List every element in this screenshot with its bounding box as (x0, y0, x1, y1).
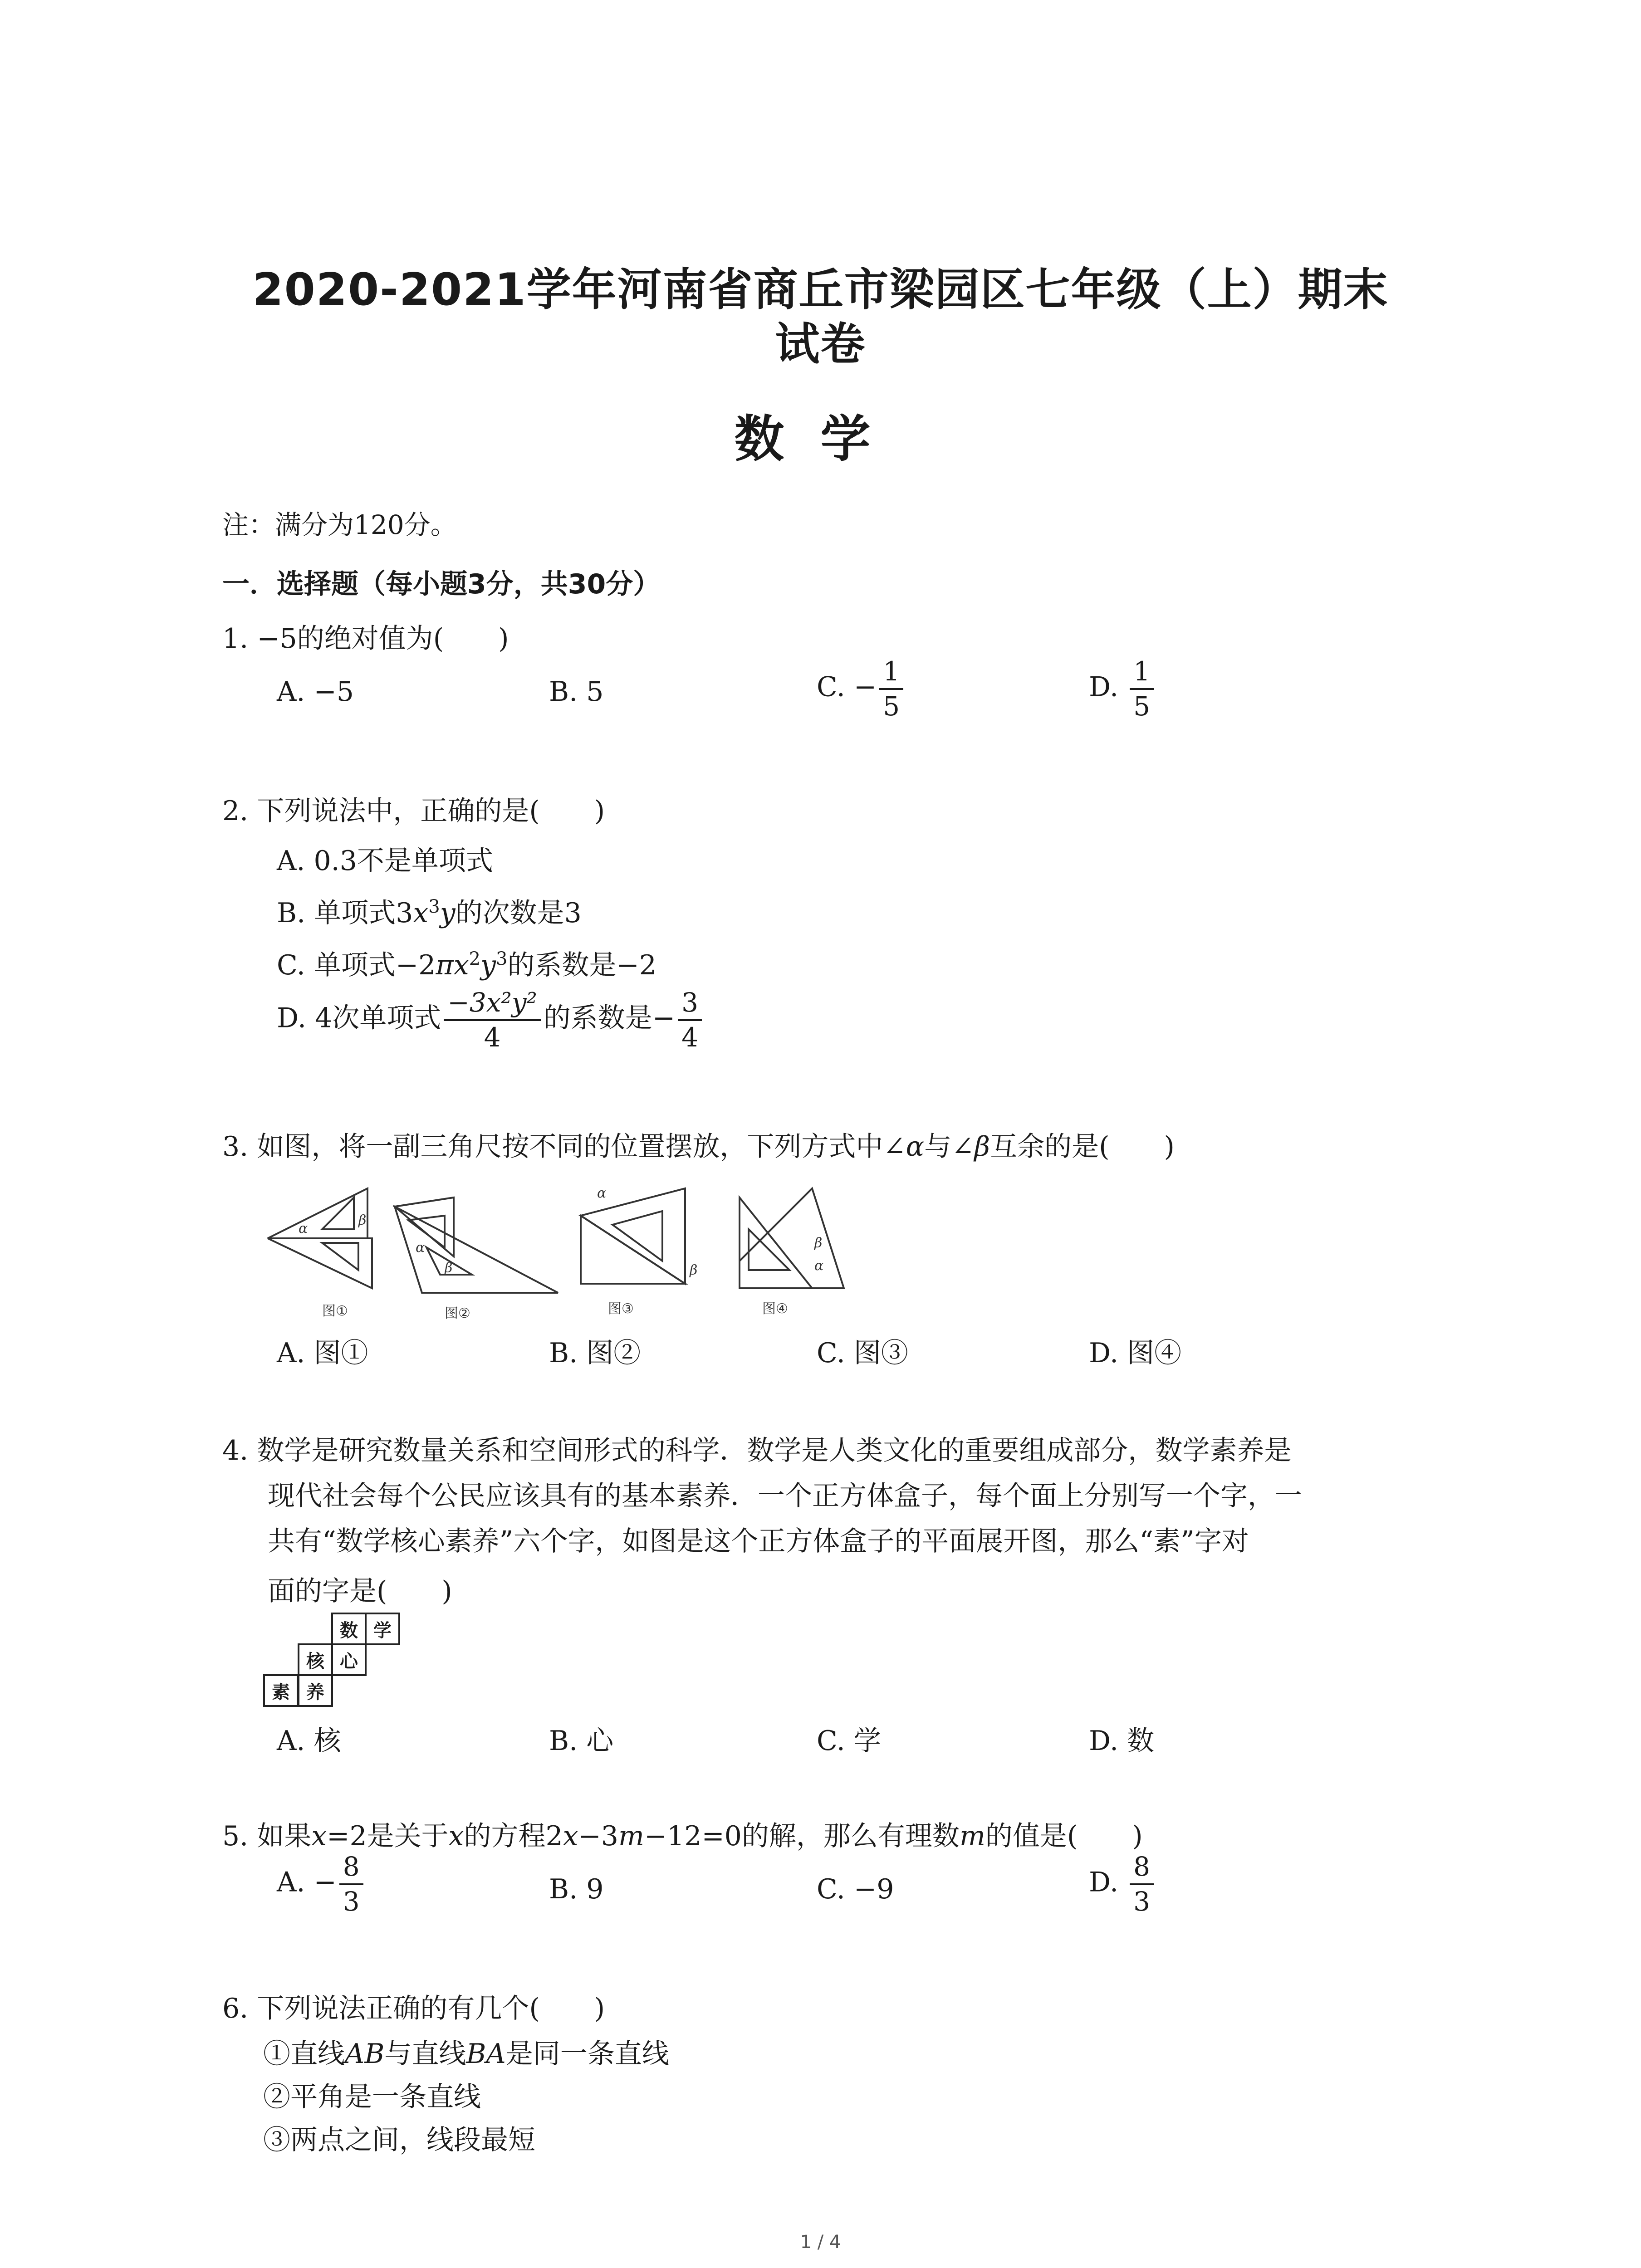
q1-option-d-fraction: $\frac{1}{5}$ (1130, 658, 1154, 720)
question-4-line-1: 4. 数学是研究数量关系和空间形式的科学．数学是人类文化的重要组成部分，数学素养是 (222, 1435, 1292, 1466)
q5-option-b: B. 9 (549, 1873, 604, 1905)
net-cell-6: 养 (298, 1674, 333, 1707)
q1-option-c (817, 658, 906, 720)
q5-option-d: D. $\frac{8}{3}$ (1089, 1853, 1156, 1916)
fig3-caption: 图③ (608, 1301, 634, 1317)
q3-option-d: D. 图④ (1089, 1337, 1182, 1369)
q3-option-a: A. 图① (277, 1337, 368, 1369)
q1-option-c-label: C. − (817, 671, 877, 703)
fig2-caption: 图② (445, 1305, 470, 1321)
q4-option-a: A. 核 (277, 1725, 341, 1757)
q6-statement-1: ①直线AB与直线BA是同一条直线 (263, 2038, 669, 2070)
q1-option-b: B. 5 (549, 676, 604, 708)
question-2-stem: 2. 下列说法中，正确的是( ) (222, 795, 605, 827)
cube-net (263, 1613, 408, 1717)
page-number: 1 / 4 (800, 2232, 841, 2253)
fig4-caption: 图④ (762, 1301, 788, 1317)
q3-option-b: B. 图② (549, 1337, 641, 1369)
fig3-alpha-label: α (597, 1185, 607, 1201)
question-4-line-2: 现代社会每个公民应该具有的基本素养．一个正方体盒子，每个面上分别写一个字，一 (268, 1480, 1302, 1512)
q2-option-a: A. 0.3不是单项式 (277, 845, 493, 877)
fig2-alpha-label: α (416, 1240, 425, 1256)
fig1-beta-label: β (358, 1212, 367, 1228)
q6-statement-3: ③两点之间，线段最短 (263, 2124, 535, 2156)
net-cell-2: 学 (365, 1613, 400, 1645)
question-4-line-4: 面的字是( ) (268, 1575, 452, 1607)
subject-title: 数学 (734, 410, 907, 468)
net-cell-3: 核 (298, 1643, 333, 1676)
question-5-stem: 5. 如果x=2是关于x的方程2x−3m−12=0的解，那么有理数m的值是( ) (222, 1820, 1143, 1852)
triangle-ruler-figures (263, 1179, 898, 1329)
q5-option-d-fraction: $\frac{8}{3}$ (1130, 1853, 1154, 1916)
q5-option-a-fraction: $\frac{8}{3}$ (339, 1853, 363, 1916)
fig4-alpha-label: α (814, 1258, 824, 1274)
question-1-stem: 1. −5的绝对值为( ) (222, 623, 509, 655)
question-6-stem: 6. 下列说法正确的有几个( ) (222, 1993, 605, 2024)
question-3-stem: 3. 如图，将一副三角尺按不同的位置摆放，下列方式中∠α与∠β互余的是( ) (222, 1131, 1175, 1163)
q2-option-c: C. 单项式$-2\pi x^2y^3$的系数是−2 (277, 948, 656, 981)
q4-option-d: D. 数 (1089, 1725, 1155, 1757)
q1-option-a: A. −5 (277, 676, 354, 708)
score-note: 注：满分为120分。 (222, 509, 457, 540)
q3-option-c: C. 图③ (817, 1337, 908, 1369)
fig3-beta-label: β (690, 1262, 698, 1278)
net-cell-5: 素 (263, 1674, 299, 1707)
q5-option-a: A. − $\frac{8}{3}$ (277, 1853, 366, 1916)
section-title: 一．选择题（每小题3分，共30分） (222, 568, 661, 600)
q2-option-d: D. 4次单项式 $\frac{\text{−3x²y²}}{4}$ 的系数是− $\frac{3}{4}$ (277, 989, 705, 1051)
q1-option-d-label: D. (1089, 671, 1127, 703)
q2-option-b: B. 单项式$3x^3y$的次数是3 (277, 896, 582, 929)
q4-option-b: B. 心 (549, 1725, 614, 1757)
net-cell-4: 心 (331, 1643, 367, 1676)
q2-option-d-monomial: $\frac{\text{−3x²y²}}{4}$ (444, 989, 540, 1051)
title-line-1: 2020-2021学年河南省商丘市梁园区七年级（上）期末 (252, 264, 1389, 316)
q4-option-c: C. 学 (817, 1725, 881, 1757)
q5-option-c: C. −9 (817, 1873, 894, 1905)
q2-option-d-coefficient: $\frac{3}{4}$ (678, 989, 702, 1051)
fig4-beta-label: β (814, 1235, 823, 1251)
fig1-caption: 图① (322, 1303, 348, 1319)
net-cell-1: 数 (331, 1613, 367, 1645)
q1-option-d (1089, 658, 1156, 720)
title-line-2: 试卷 (775, 318, 866, 370)
fig1-alpha-label: α (299, 1221, 308, 1237)
q1-option-c-fraction: $\frac{1}{5}$ (879, 658, 903, 720)
fig2-beta-label: β (445, 1260, 453, 1276)
question-4-line-3: 共有“数学核心素养”六个字，如图是这个正方体盒子的平面展开图，那么“素”字对 (268, 1525, 1249, 1557)
q6-statement-2: ②平角是一条直线 (263, 2081, 481, 2113)
